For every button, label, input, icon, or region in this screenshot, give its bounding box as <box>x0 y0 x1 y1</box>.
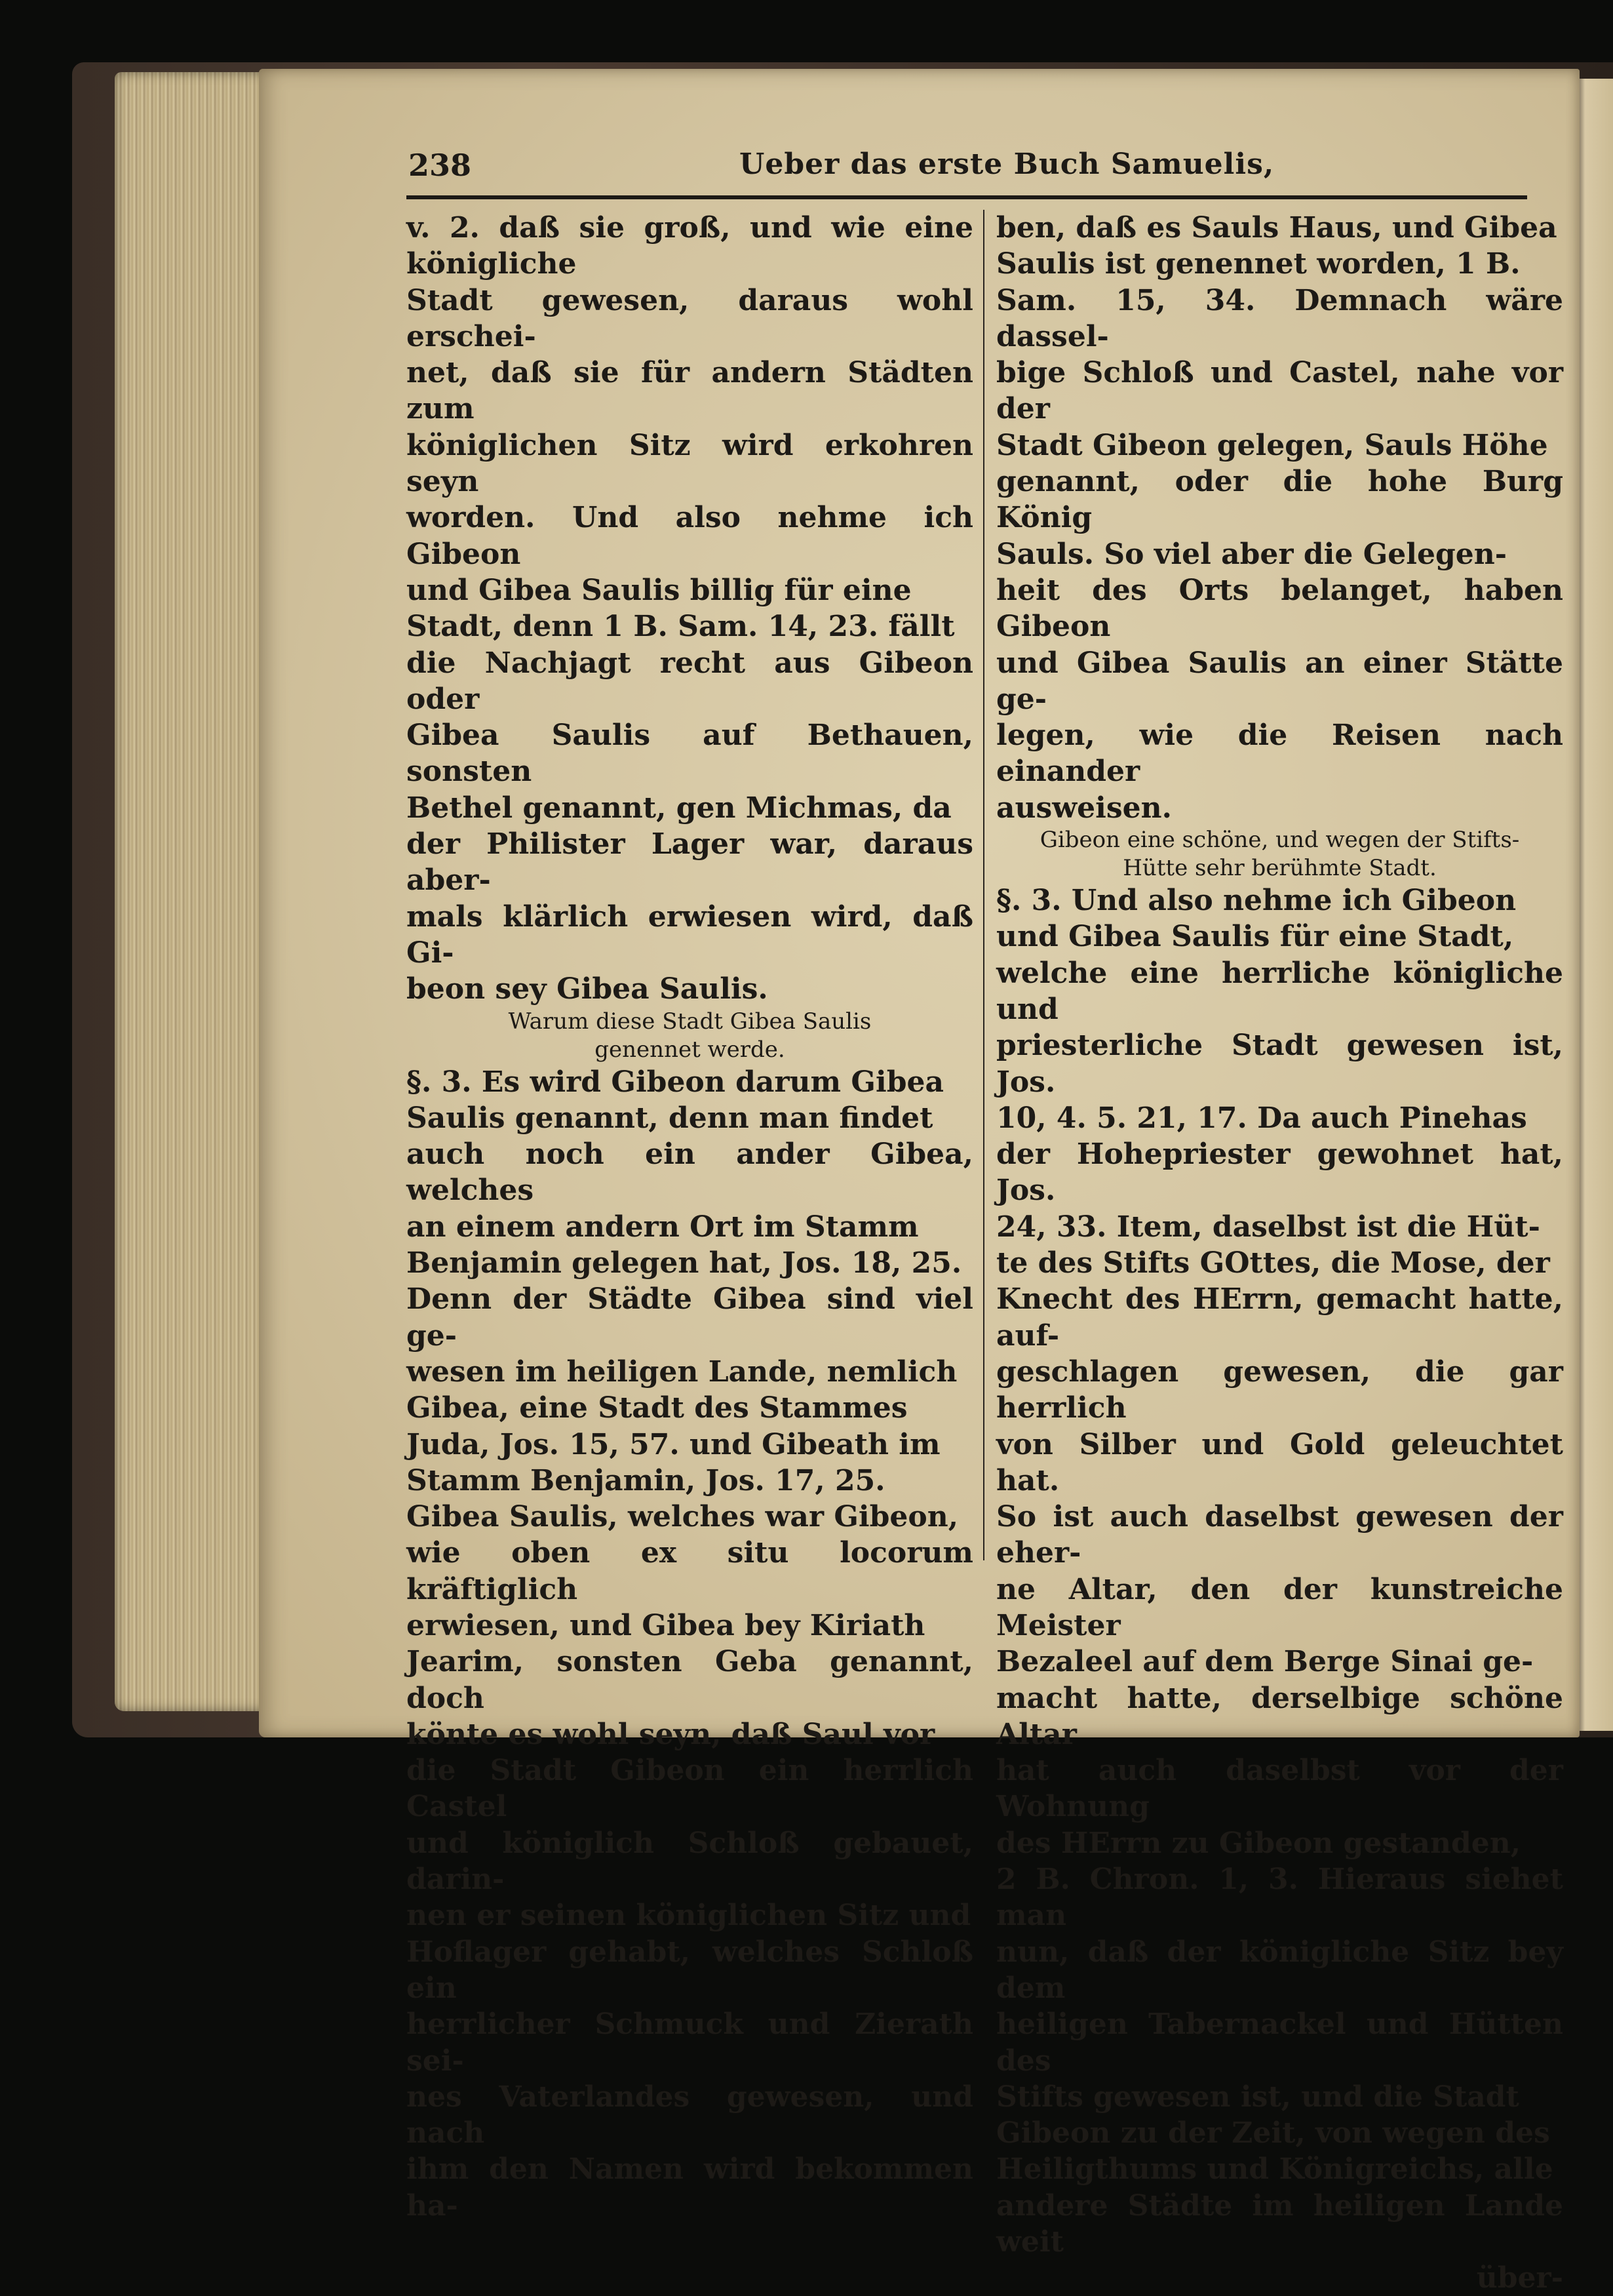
catchword: über- <box>1476 2261 1563 2295</box>
paragraph: §. 3. Und also nehme ich Gibeon und Gibea Saulis für eine Stadt, welche eine herrliche königliche und priesterliche Stadt gewesen ist, Jos. 10, 4. 5. 21, 17. Da auch Pinehas der Hohepriester gewohnet hat, Jos. 24, 33. Item, daselbst ist die Hüt- te des Stifts GOttes, die Mose, der Knecht des HErrn, gemacht hatte, auf- geschlagen gewesen, die gar herrlich von Silber und Gold geleuchtet hat. So ist auch daselbst gewesen der eher- ne Altar, den der kunstreiche Meister Bezaleel auf dem Berge Sinai ge- macht hatte, derselbige schöne Altar hat auch daselbst vor der Wohnung des HErrn zu Gibeon gestanden, 2 B. Chron. 1, 3. Hieraus siehet man nun, daß der königliche Sitz bey dem heiligen Tabernackel und Hütten des Stifts gewesen ist, und die Stadt Gibeon zu der Zeit, von wegen des Heiligthums und Königreichs, alle andere Städte im heiligen Lande weit <box>996 884 1563 2259</box>
left-column <box>406 210 973 2224</box>
column-divider <box>983 210 984 1560</box>
paragraph: ben, daß es Sauls Haus, und Gibea Saulis ist genennet worden, 1 B. Sam. 15, 34. Demnach wäre dassel- bige Schloß und Castel, nahe vor der Stadt Gibeon gelegen, Sauls Höhe genannt, oder die hohe Burg König Sauls. So viel aber die Gelegen- heit des Orts belanget, haben Gibeon und Gibea Saulis an einer Stätte ge- legen, wie die Reisen nach einander ausweisen. <box>996 211 1563 825</box>
header-rule <box>406 195 1527 199</box>
paragraph: v. 2. daß sie groß, und wie eine königliche Stadt gewesen, daraus wohl erschei- net, daß sie für andern Städten zum königlichen Sitz wird erkohren seyn worden. Und also nehme ich Gibeon und Gibea Saulis billig für eine Stadt, denn 1 B. Sam. 14, 23. fällt die Nachjagt recht aus Gibeon oder Gibea Saulis auf Bethauen, sonsten Bethel genannt, gen Michmas, da der Philister Lager war, daraus aber- mals klärlich erwiesen wird, daß Gi- beon sey Gibea Saulis. <box>406 211 973 1006</box>
running-title: Ueber das erste Buch Samuelis, <box>739 148 1275 181</box>
book-page <box>259 69 1580 2295</box>
paragraph: §. 3. Es wird Gibeon darum Gibea Saulis genannt, denn man findet auch noch ein ander Gibea, welches an einem andern Ort im Stamm Benjamin gelegen hat, Jos. 18, 25. Denn der Städte Gibea sind viel ge- wesen im heiligen Lande, nemlich Gibea, eine Stadt des Stammes Juda, Jos. 15, 57. und Gibeath im Stamm Benjamin, Jos. 17, 25. Gibea Saulis, welches war Gibeon, wie oben ex situ locorum kräftiglich erwiesen, und Gibea bey Kiriath Jearim, sonsten Geba genannt, doch könte es wohl seyn, daß Saul vor die Stadt Gibeon ein herrlich Castel und königlich Schloß gebauet, darin- nen er seinen königlichen Sitz und Hoflager gehabt, welches Schloß ein herrlicher Schmuck und Zierath sei- nes Vaterlandes gewesen, und nach ihm den Namen wird bekommen ha- <box>406 1065 973 2223</box>
section-heading: Gibeon eine schöne, und wegen der Stifts- Hütte sehr berühmte Stadt. <box>1040 827 1520 882</box>
section-heading: Warum diese Stadt Gibea Saulis genennet werde. <box>508 1008 872 1063</box>
right-column <box>996 210 1563 2296</box>
page-number: 238 <box>408 148 472 183</box>
running-head <box>408 148 1523 200</box>
